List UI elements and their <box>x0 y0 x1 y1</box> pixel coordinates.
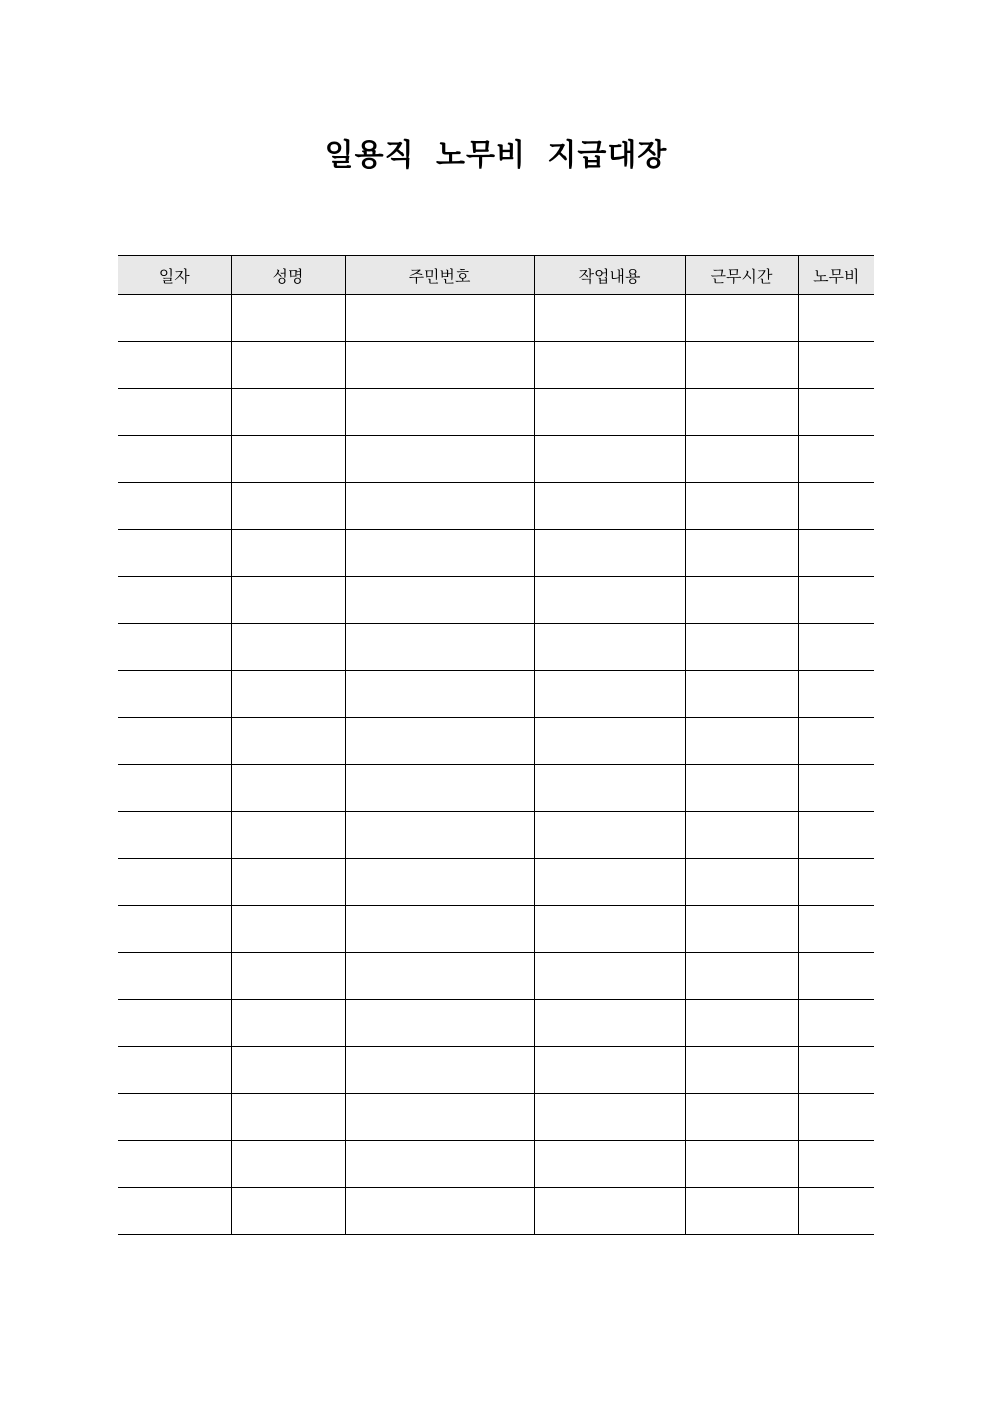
resident-number-cell[interactable] <box>345 1047 534 1094</box>
table-row <box>118 1047 874 1094</box>
table-row <box>118 906 874 953</box>
labor-cost-cell[interactable] <box>798 906 874 953</box>
table-row <box>118 859 874 906</box>
work-description-cell[interactable] <box>534 1094 685 1141</box>
resident-number-cell[interactable] <box>345 342 534 389</box>
resident-number-cell[interactable] <box>345 859 534 906</box>
name-cell[interactable] <box>231 1094 345 1141</box>
name-cell[interactable] <box>231 765 345 812</box>
labor-cost-cell[interactable] <box>798 577 874 624</box>
name-cell[interactable] <box>231 1047 345 1094</box>
table-row <box>118 483 874 530</box>
resident-number-cell[interactable] <box>345 671 534 718</box>
date-cell[interactable] <box>118 577 231 624</box>
work-description-cell[interactable] <box>534 1047 685 1094</box>
work-hours-cell[interactable] <box>685 342 798 389</box>
labor-cost-cell[interactable] <box>798 624 874 671</box>
date-cell[interactable] <box>118 718 231 765</box>
date-cell[interactable] <box>118 812 231 859</box>
column-header-resident-number: 주민번호 <box>345 256 534 295</box>
work-hours-cell[interactable] <box>685 1141 798 1188</box>
work-hours-cell[interactable] <box>685 295 798 342</box>
name-cell[interactable] <box>231 859 345 906</box>
work-hours-cell[interactable] <box>685 1047 798 1094</box>
work-description-cell[interactable] <box>534 436 685 483</box>
column-header-work-description: 작업내용 <box>534 256 685 295</box>
table-row <box>118 1000 874 1047</box>
date-cell[interactable] <box>118 389 231 436</box>
date-cell[interactable] <box>118 1141 231 1188</box>
table-row <box>118 389 874 436</box>
work-description-cell[interactable] <box>534 671 685 718</box>
work-description-cell[interactable] <box>534 1141 685 1188</box>
work-description-cell[interactable] <box>534 718 685 765</box>
column-header-work-hours: 근무시간 <box>685 256 798 295</box>
date-cell[interactable] <box>118 1047 231 1094</box>
work-hours-cell[interactable] <box>685 765 798 812</box>
work-hours-cell[interactable] <box>685 812 798 859</box>
date-cell[interactable] <box>118 953 231 1000</box>
work-description-cell[interactable] <box>534 812 685 859</box>
work-hours-cell[interactable] <box>685 859 798 906</box>
date-cell[interactable] <box>118 295 231 342</box>
work-description-cell[interactable] <box>534 1188 685 1235</box>
resident-number-cell[interactable] <box>345 953 534 1000</box>
resident-number-cell[interactable] <box>345 1188 534 1235</box>
resident-number-cell[interactable] <box>345 1141 534 1188</box>
work-description-cell[interactable] <box>534 295 685 342</box>
work-hours-cell[interactable] <box>685 1094 798 1141</box>
date-cell[interactable] <box>118 624 231 671</box>
work-hours-cell[interactable] <box>685 436 798 483</box>
work-description-cell[interactable] <box>534 1000 685 1047</box>
date-cell[interactable] <box>118 1000 231 1047</box>
date-cell[interactable] <box>118 436 231 483</box>
resident-number-cell[interactable] <box>345 765 534 812</box>
work-description-cell[interactable] <box>534 953 685 1000</box>
resident-number-cell[interactable] <box>345 718 534 765</box>
work-hours-cell[interactable] <box>685 953 798 1000</box>
resident-number-cell[interactable] <box>345 1000 534 1047</box>
labor-cost-cell[interactable] <box>798 859 874 906</box>
table-row <box>118 953 874 1000</box>
date-cell[interactable] <box>118 765 231 812</box>
header-row <box>118 256 874 295</box>
date-cell[interactable] <box>118 530 231 577</box>
resident-number-cell[interactable] <box>345 436 534 483</box>
table-row <box>118 671 874 718</box>
resident-number-cell[interactable] <box>345 295 534 342</box>
labor-cost-cell[interactable] <box>798 718 874 765</box>
resident-number-cell[interactable] <box>345 624 534 671</box>
name-cell[interactable] <box>231 342 345 389</box>
name-cell[interactable] <box>231 577 345 624</box>
labor-cost-cell[interactable] <box>798 953 874 1000</box>
name-cell[interactable] <box>231 812 345 859</box>
name-cell[interactable] <box>231 624 345 671</box>
column-header-labor-cost: 노무비 <box>798 256 874 295</box>
table-row <box>118 812 874 859</box>
work-hours-cell[interactable] <box>685 577 798 624</box>
work-hours-cell[interactable] <box>685 1188 798 1235</box>
table-row <box>118 342 874 389</box>
labor-cost-cell[interactable] <box>798 483 874 530</box>
work-description-cell[interactable] <box>534 765 685 812</box>
labor-cost-cell[interactable] <box>798 1141 874 1188</box>
labor-cost-cell[interactable] <box>798 436 874 483</box>
page-title: 일용직 노무비 지급대장 <box>324 138 668 173</box>
date-cell[interactable] <box>118 859 231 906</box>
work-description-cell[interactable] <box>534 577 685 624</box>
date-cell[interactable] <box>118 906 231 953</box>
resident-number-cell[interactable] <box>345 483 534 530</box>
name-cell[interactable] <box>231 1141 345 1188</box>
name-cell[interactable] <box>231 389 345 436</box>
name-cell[interactable] <box>231 718 345 765</box>
table-row <box>118 295 874 342</box>
work-description-cell[interactable] <box>534 530 685 577</box>
table-row <box>118 577 874 624</box>
resident-number-cell[interactable] <box>345 389 534 436</box>
work-hours-cell[interactable] <box>685 389 798 436</box>
name-cell[interactable] <box>231 483 345 530</box>
date-cell[interactable] <box>118 1188 231 1235</box>
name-cell[interactable] <box>231 906 345 953</box>
labor-cost-cell[interactable] <box>798 1188 874 1235</box>
resident-number-cell[interactable] <box>345 1094 534 1141</box>
work-hours-cell[interactable] <box>685 671 798 718</box>
work-description-cell[interactable] <box>534 483 685 530</box>
resident-number-cell[interactable] <box>345 906 534 953</box>
name-cell[interactable] <box>231 671 345 718</box>
table-row <box>118 530 874 577</box>
table-body <box>118 295 874 1235</box>
labor-cost-cell[interactable] <box>798 295 874 342</box>
table-row <box>118 765 874 812</box>
wage-ledger-table <box>118 255 874 1235</box>
labor-cost-cell[interactable] <box>798 812 874 859</box>
work-hours-cell[interactable] <box>685 530 798 577</box>
column-header-date: 일자 <box>118 256 231 295</box>
labor-cost-cell[interactable] <box>798 342 874 389</box>
date-cell[interactable] <box>118 483 231 530</box>
name-cell[interactable] <box>231 953 345 1000</box>
name-cell[interactable] <box>231 1188 345 1235</box>
name-cell[interactable] <box>231 530 345 577</box>
work-description-cell[interactable] <box>534 906 685 953</box>
name-cell[interactable] <box>231 436 345 483</box>
name-cell[interactable] <box>231 1000 345 1047</box>
table-row <box>118 1188 874 1235</box>
work-hours-cell[interactable] <box>685 906 798 953</box>
date-cell[interactable] <box>118 1094 231 1141</box>
labor-cost-cell[interactable] <box>798 389 874 436</box>
labor-cost-cell[interactable] <box>798 530 874 577</box>
work-hours-cell[interactable] <box>685 483 798 530</box>
work-description-cell[interactable] <box>534 624 685 671</box>
table-row <box>118 624 874 671</box>
resident-number-cell[interactable] <box>345 812 534 859</box>
resident-number-cell[interactable] <box>345 530 534 577</box>
work-hours-cell[interactable] <box>685 624 798 671</box>
table-row <box>118 436 874 483</box>
work-description-cell[interactable] <box>534 342 685 389</box>
work-description-cell[interactable] <box>534 389 685 436</box>
work-hours-cell[interactable] <box>685 1000 798 1047</box>
date-cell[interactable] <box>118 342 231 389</box>
resident-number-cell[interactable] <box>345 577 534 624</box>
work-hours-cell[interactable] <box>685 718 798 765</box>
date-cell[interactable] <box>118 671 231 718</box>
labor-cost-cell[interactable] <box>798 765 874 812</box>
table-row <box>118 718 874 765</box>
name-cell[interactable] <box>231 295 345 342</box>
table-row <box>118 1141 874 1188</box>
table-row <box>118 1094 874 1141</box>
labor-cost-cell[interactable] <box>798 1047 874 1094</box>
labor-cost-cell[interactable] <box>798 671 874 718</box>
work-description-cell[interactable] <box>534 859 685 906</box>
labor-cost-cell[interactable] <box>798 1094 874 1141</box>
column-header-name: 성명 <box>231 256 345 295</box>
labor-cost-cell[interactable] <box>798 1000 874 1047</box>
